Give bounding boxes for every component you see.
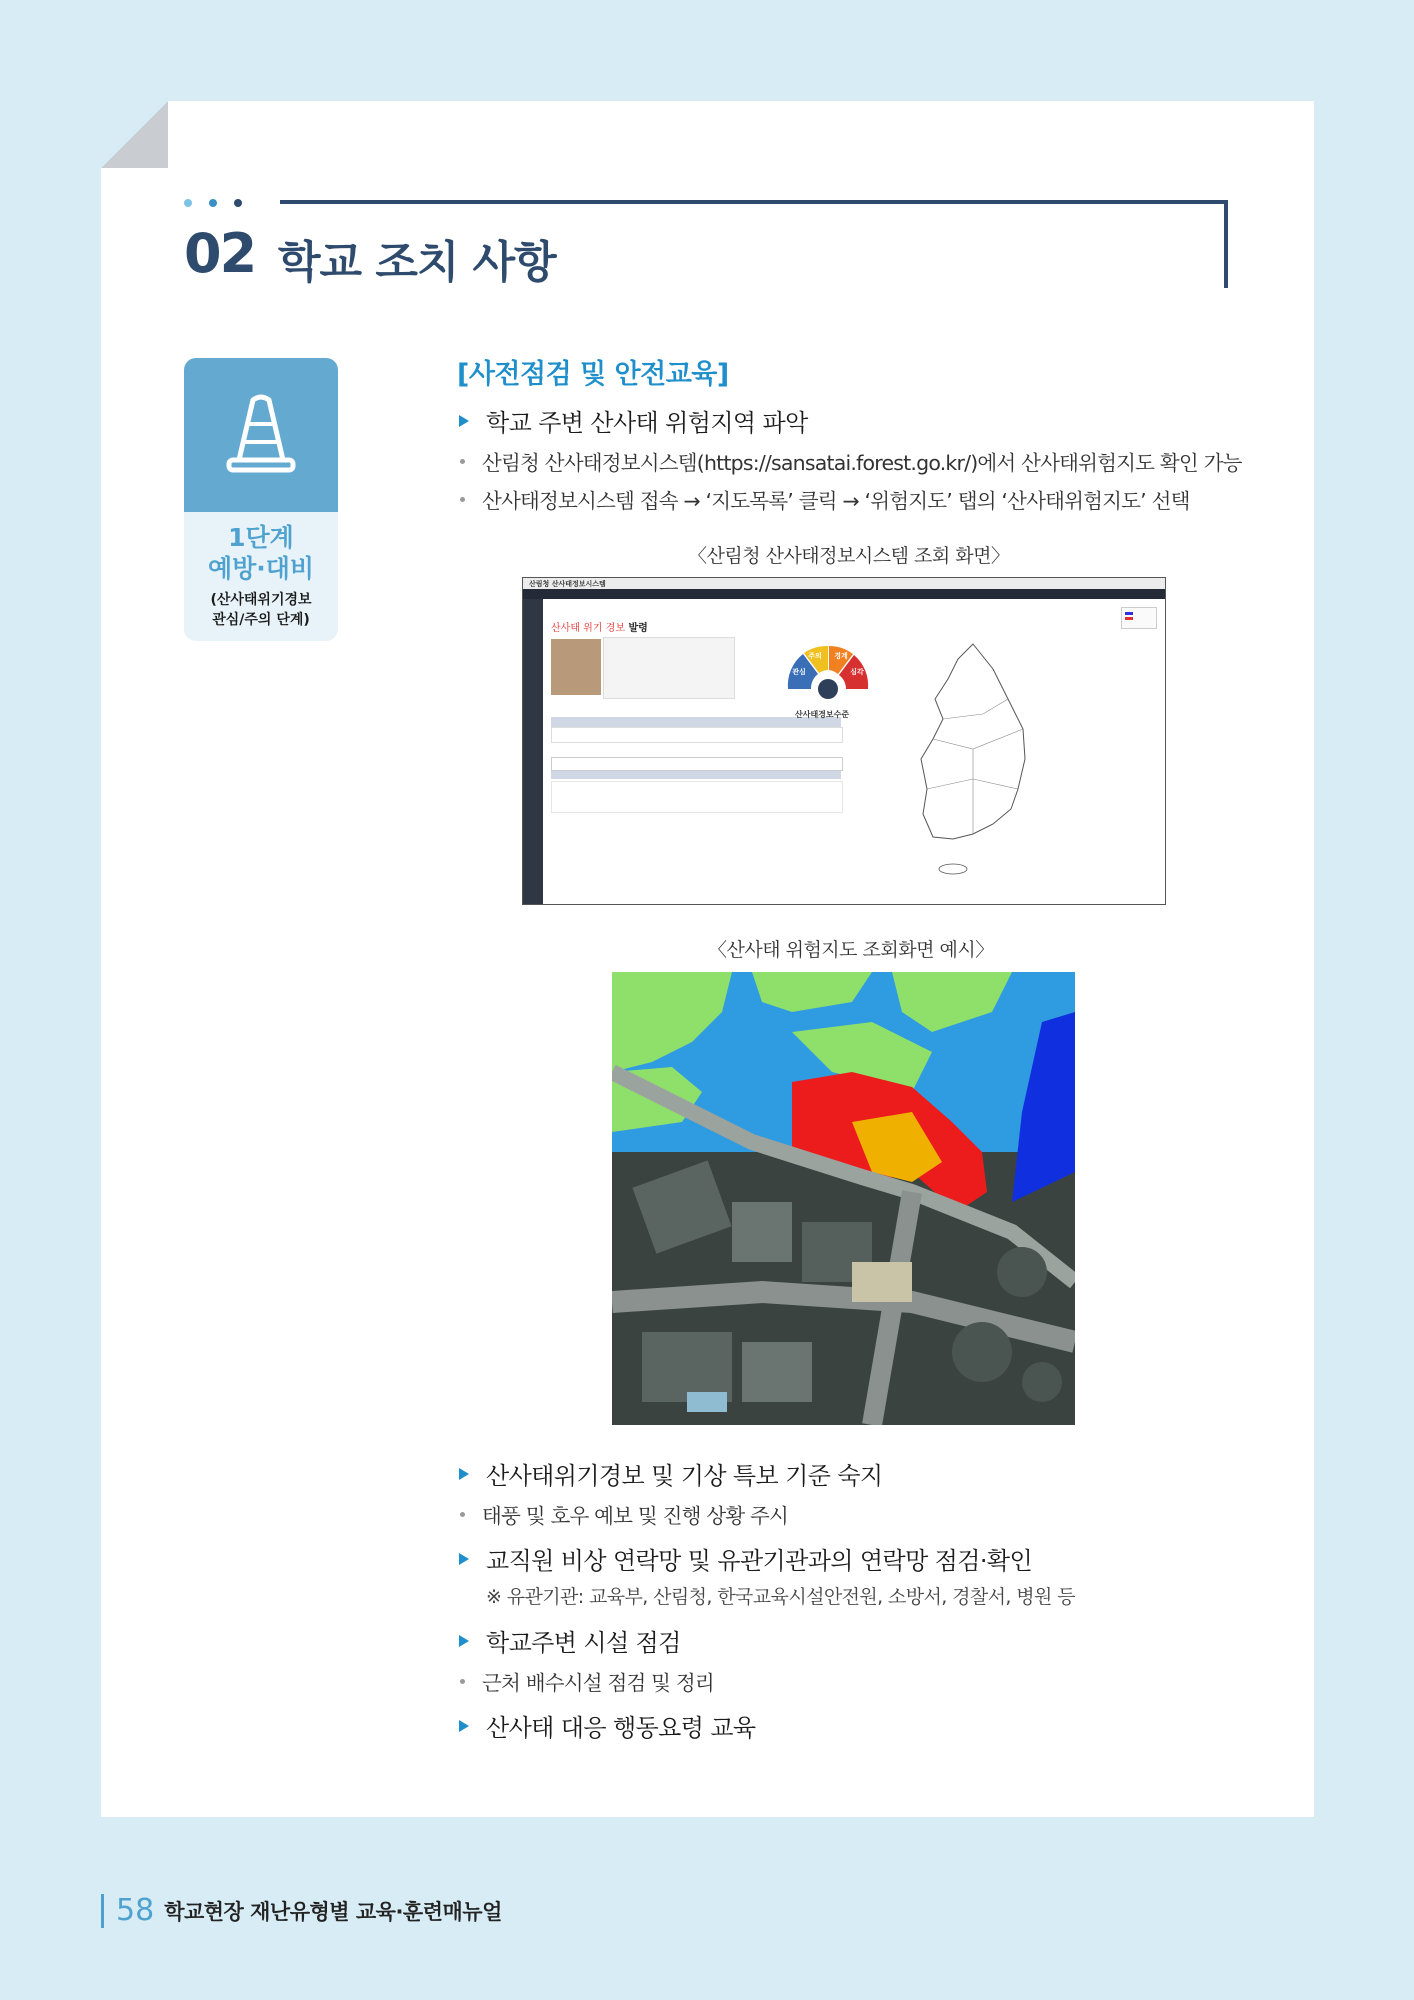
page-footer [101,1893,502,1928]
sub-item [459,1499,788,1529]
item-title: 산사태 대응 행동요령 교육 [486,1714,756,1742]
dot-bullet-icon [460,497,465,502]
shot1-illustration [551,639,601,695]
sub-text: 산림청 산사태정보시스템(https://sansatai.forest.go.kr/)에서 산사태위험지도 확인 가능 [482,451,1242,475]
shot1-tabs [551,757,843,771]
shot1-list [551,781,843,813]
list-item [459,1708,756,1743]
gauge-level-label: 경계 [834,652,848,660]
sub-item [459,484,1190,514]
list-item [459,1456,883,1491]
gauge-level-label: 심각 [850,668,864,676]
dot [184,199,192,207]
footer-bar [101,1894,104,1928]
gauge-level-label: 주의 [808,652,822,660]
traffic-cone-icon [221,390,301,480]
triangle-bullet-icon [459,1635,469,1647]
sub-text: 근처 배수시설 점검 및 정리 [482,1671,714,1695]
sub-text: 산사태정보시스템 접속 → ‘지도목록’ 클릭 → ‘위험지도’ 탭의 ‘산사태위험지도’ 선택 [482,489,1190,513]
sub-text: 태풍 및 호우 예보 및 진행 상황 주시 [482,1504,789,1528]
shot1-table-row [551,727,843,743]
dot-bullet-icon [460,459,465,464]
list-item [459,403,808,438]
stage-desc-line1: (산사태위기경보 [210,592,312,608]
dot [234,199,242,207]
dot-bullet-icon [460,1512,465,1517]
shot1-gauge-label: 산사태경보수준 [795,710,850,719]
shot1-legend [1121,607,1157,629]
shot1-sidebar [523,599,543,904]
stage-name-block [184,522,338,584]
shot1-warning-black: 발령 [624,623,648,634]
shot1-warning [551,619,648,634]
triangle-bullet-icon [459,1553,469,1565]
stage-title: 예방·대비 [207,554,315,583]
system-screenshot [522,577,1166,905]
item-title: 교직원 비상 연락망 및 유관기관과의 연락망 점검·확인 [486,1547,1033,1575]
sub-item [459,1666,714,1696]
stage-icon-area [184,358,338,512]
caption-shot1: 〈산림청 산사태정보시스템 조회 화면〉 [688,545,1010,567]
footer-title: 학교현장 재난유형별 교육·훈련매뉴얼 [164,1899,502,1924]
dot [209,199,217,207]
dot-bullet-icon [460,1679,465,1684]
page-fold-cover [101,101,168,168]
section-title: 학교 조치 사항 [278,237,556,288]
section-number: 02 [184,222,256,285]
triangle-bullet-icon [459,1468,469,1480]
item-title: 학교 주변 산사태 위험지역 파악 [486,409,808,437]
item-title: 산사태위기경보 및 기상 특보 기준 숙지 [486,1462,883,1490]
risk-map-image [612,972,1075,1425]
stage-desc [184,590,338,630]
list-item [459,1541,1032,1576]
shot1-gauge [773,634,883,704]
shot1-topbar [523,578,1165,589]
stage-level: 1단계 [228,523,294,552]
item-title: 학교주변 시설 점검 [486,1629,681,1657]
sub-item [459,446,1242,476]
note-text: ※ 유관기관: 교육부, 산림청, 한국교육시설안전원, 소방서, 경찰서, 병원 등 [486,1586,1075,1608]
risk-map-screenshot [612,972,1075,1425]
shot1-app-name: 산림청 산사태정보시스템 [529,579,606,588]
shot1-navbar [523,589,1165,599]
shot1-warning-red: 산사태 위기 경보 [551,623,625,634]
shot1-info-box [603,637,735,699]
shot1-body [543,599,1165,904]
list-item [459,1623,681,1658]
title-dots [184,199,242,207]
content-heading: [사전점검 및 안전교육] [457,359,729,390]
triangle-bullet-icon [459,415,469,427]
korea-map-icon [913,639,1043,879]
caption-shot2: 〈산사태 위험지도 조회화면 예시〉 [708,939,994,961]
shot1-list-header [551,771,841,779]
stage-badge [184,358,338,641]
gauge-level-label: 관심 [792,668,806,676]
stage-desc-line2: 관심/주의 단계) [212,612,310,628]
triangle-bullet-icon [459,1720,469,1732]
page-number: 58 [116,1893,155,1928]
